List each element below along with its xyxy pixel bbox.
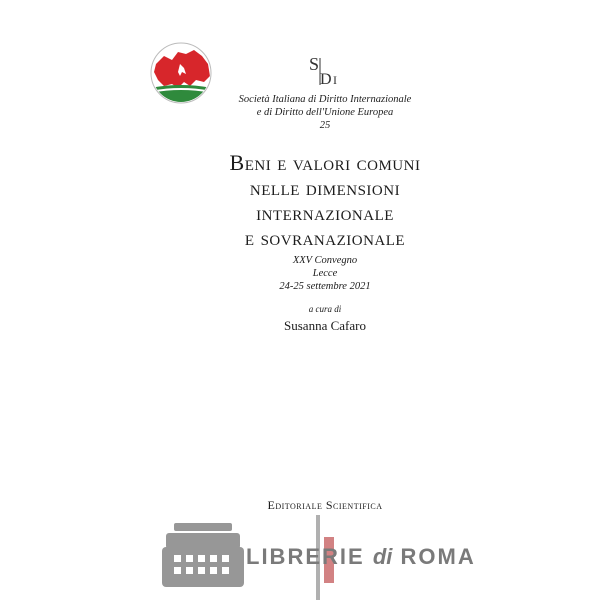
svg-text:S: S: [309, 54, 320, 74]
book-title: [160, 150, 490, 250]
title-line-4: e sovranazionale: [244, 225, 406, 250]
publisher-name: Editoriale Scientifica: [267, 498, 383, 512]
series-number: 25: [319, 120, 331, 131]
sidi-monogram: [300, 52, 350, 90]
editor-name: Susanna Cafaro: [284, 318, 366, 333]
title-line-2: nelle dimensioni: [249, 175, 401, 200]
europe-map-logo: [150, 42, 212, 104]
curated-by-label: a cura di: [308, 304, 342, 314]
title-line-3: internazionale: [256, 200, 394, 225]
watermark-word-librerie: LIBRERIE: [246, 544, 365, 569]
society-line-2: e di Diritto dell'Unione Europea: [256, 107, 394, 118]
svg-text:D: D: [320, 71, 332, 88]
watermark-word-roma: ROMA: [400, 544, 476, 569]
conference-edition: XXV Convegno: [292, 255, 358, 266]
society-line-1: Società Italiana di Diritto Internazionale: [238, 94, 412, 105]
watermark-text: [246, 544, 476, 570]
watermark-word-di: di: [372, 544, 393, 569]
svg-text:I: I: [333, 73, 337, 87]
title-line-1: Beni e valori comuni: [229, 150, 421, 175]
conference-info: [225, 254, 425, 293]
society-name: [215, 93, 435, 132]
conference-city: Lecce: [312, 268, 338, 279]
conference-date: 24-25 settembre 2021: [279, 281, 371, 292]
